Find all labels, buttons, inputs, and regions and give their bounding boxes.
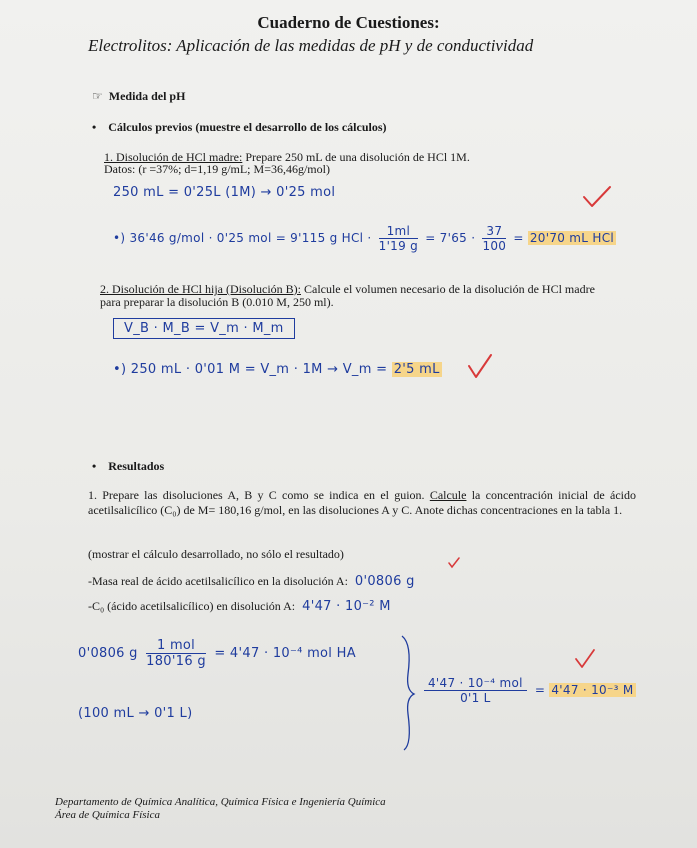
checkmark-icon bbox=[574, 648, 596, 675]
ph-section-heading: Medida del pH bbox=[108, 89, 186, 103]
q1-fraction-percent: $\frac{37}{100}$ bbox=[482, 224, 507, 253]
c0-label: -C₀ (ácido acetilsalicílico) en disolución A: bbox=[88, 599, 296, 613]
q2-formula-box: V_B · M_B = V_m · M_m bbox=[113, 318, 295, 339]
q2-handwritten-line: •) 250 mL · 0'01 M = V_m · 1M → V_m = 2'5 mL bbox=[113, 362, 440, 377]
brace-line bbox=[398, 634, 418, 757]
work-mass-line: 0'0806 g 1 mol 180'16 g = 4'47 · 10⁻⁴ mol HA bbox=[78, 638, 356, 669]
q1-fraction-density: $\frac{1ml}{1'19 g}$ bbox=[378, 224, 419, 253]
footer-area: Área de Química Física bbox=[55, 809, 160, 821]
work-volume: (100 mL → 0'1 L) bbox=[78, 706, 193, 721]
resultados-item1: 1. Prepare las disoluciones A, B y C como se indica en el guion. Calcule la concentración inicial de ácido acetilsalicílico (C₀) de M= 180,16 g/mol, en las disoluciones A y C. Anote dichas concentraciones en la tabla 1. bbox=[88, 488, 636, 517]
q2-answer: 2'5 mL bbox=[393, 362, 440, 377]
c0-value: 4'47 · 10⁻² M bbox=[302, 599, 391, 614]
q1-handwritten-line2: •) 36'46 g/mol · 0'25 mol = 9'115 g HCl · $\frac{1ml}{1'19 g}$ = 7'65 · $\frac{37}{100}$ = 20'70 mL HCl bbox=[113, 224, 615, 253]
q2-text: Calcule el volumen necesario de la disolución de HCl madre para preparar la disolución B (0.010 M, 250 ml). bbox=[100, 282, 595, 309]
ph-section bbox=[92, 89, 185, 104]
small-checkmark-icon bbox=[448, 556, 460, 574]
bullet-icon: • bbox=[92, 120, 97, 134]
q2-label: 2. Disolución de HCl hija (Disolución B): bbox=[100, 282, 301, 296]
bullet-icon: • bbox=[92, 459, 97, 473]
checkmark-icon bbox=[582, 184, 612, 215]
masa-label: -Masa real de ácido acetilsalicílico en la disolución A: bbox=[88, 574, 348, 588]
document-title: Cuaderno de Cuestiones: bbox=[257, 13, 440, 32]
q1-handwritten-line1: 250 mL = 0'25L (1M) → 0'25 mol bbox=[113, 185, 336, 200]
resultados-note: (mostrar el cálculo desarrollado, no sólo el resultado) bbox=[88, 547, 344, 561]
calculos-heading: • Cálculos previos (muestre el desarrollo de los cálculos) bbox=[92, 120, 387, 134]
masa-row bbox=[88, 574, 415, 589]
work-fraction-conc: 4'47 · 10⁻⁴ mol 0'1 L bbox=[424, 676, 527, 705]
checkmark-icon bbox=[466, 352, 494, 385]
work-concentration-line: 4'47 · 10⁻⁴ mol 0'1 L = 4'47 · 10⁻³ M bbox=[424, 676, 636, 705]
q1-text: Prepare 250 mL de una disolución de HCl 1M. bbox=[242, 150, 470, 164]
masa-value: 0'0806 g bbox=[354, 574, 415, 589]
work-answer: 4'47 · 10⁻³ M bbox=[551, 683, 634, 697]
q1-label: 1. Disolución de HCl madre: bbox=[104, 150, 243, 164]
q2-statement bbox=[100, 283, 600, 309]
work-fraction-molar: 1 mol 180'16 g bbox=[146, 638, 206, 669]
document-subtitle: Electrolitos: Aplicación de las medidas de pH y de conductividad bbox=[88, 36, 534, 55]
q1-answer: 20'70 mL HCl bbox=[529, 231, 615, 245]
q1-datos: Datos: (r =37%; d=1,19 g/mL; M=36,46g/mol) bbox=[104, 162, 330, 176]
footer-department: Departamento de Química Analítica, Química Física e Ingeniería Química bbox=[55, 796, 386, 808]
pointing-hand-icon: ☞ bbox=[92, 89, 103, 103]
c0-row bbox=[88, 599, 391, 614]
resultados-heading: • Resultados bbox=[92, 459, 165, 473]
